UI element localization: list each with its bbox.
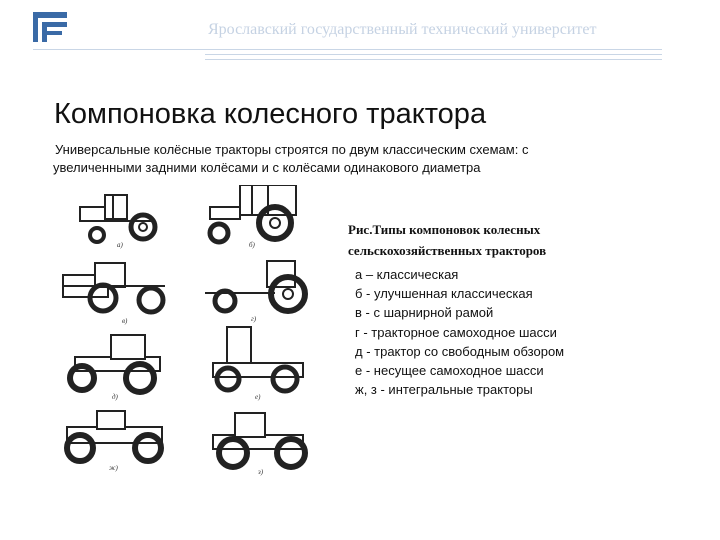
legend-item: а – классическая [355,267,459,282]
caption-legend [355,265,564,399]
slide-subtitle [55,141,615,177]
university-logo [33,12,67,42]
tractor-layouts-figure [55,185,320,480]
legend-item: е - несущее самоходное шасси [355,363,544,379]
tractor-d-drawing [205,261,305,311]
subtitle-line: увеличенными задними колёсами и с колёсами одинакового диаметра [53,160,481,175]
legend-item: в - с шарнирной рамой [355,305,494,321]
tractor-g-drawing [67,411,162,461]
sublabel-h: з) [258,468,264,476]
sublabel-f: е) [255,393,261,401]
sublabel-g: ж) [109,464,118,472]
header-rule [33,49,662,50]
caption-title-line: Рис.Типы компоновок колесных [348,222,541,237]
tractor-c-drawing [63,263,165,312]
header-rule [205,54,662,55]
tractor-f-drawing [213,327,303,391]
tractor-a-drawing [80,195,155,242]
tractor-b-drawing [210,185,296,242]
caption-title-line: сельскохозяйственных тракторов [348,243,547,258]
figure-caption [348,219,564,399]
legend-item: д - трактор со свободным обзором [355,343,565,359]
university-name: Ярославский государственный технический университет [208,21,597,38]
sublabel-c: в) [122,317,128,325]
legend-item: б - улучшенная классическая [355,286,533,302]
header-rule [205,59,662,60]
tractor-e-drawing [70,335,160,392]
sublabel-e: д) [112,393,118,401]
legend-item: г - тракторное самоходное шасси [355,324,557,340]
tractor-h-drawing [213,413,305,467]
subtitle-line: Универсальные колёсные тракторы строятся по двум классическим схемам: с [55,142,529,157]
slide-title: Компоновка колесного трактора [54,98,487,130]
legend-item: ж, з - интегральные тракторы [355,382,533,398]
sublabel-d: г) [251,315,257,323]
sublabel-a: а) [117,241,123,249]
sublabel-b: б) [249,241,255,249]
